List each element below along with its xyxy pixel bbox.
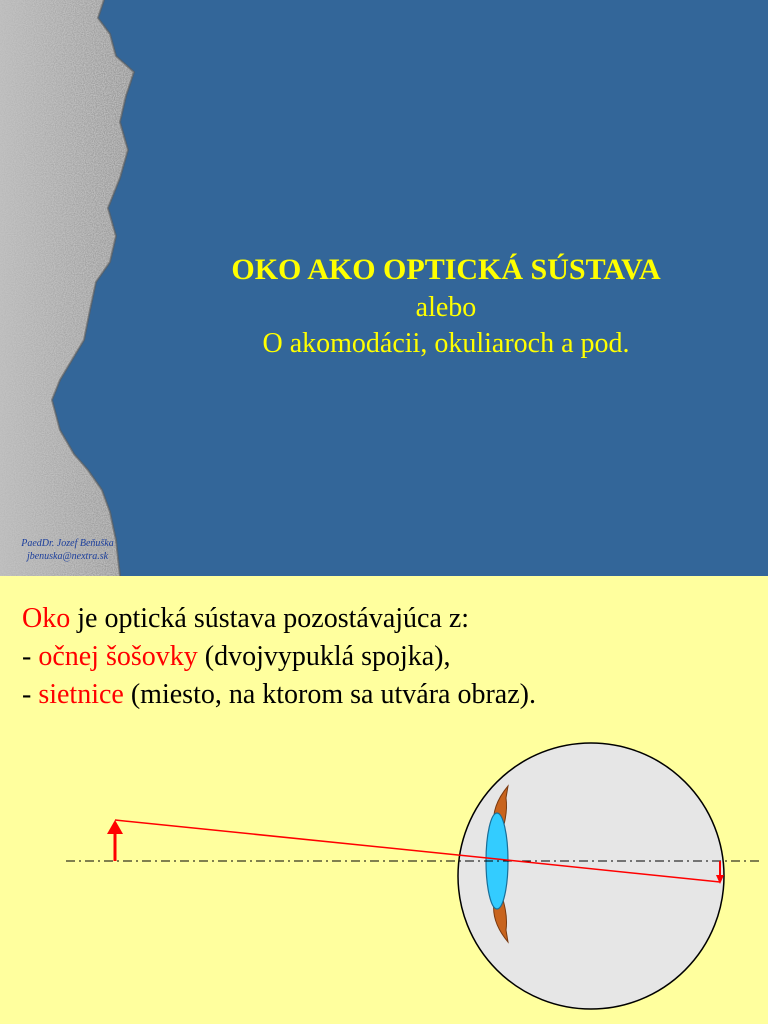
line-3-text: (miesto, na ktorom sa utvára obraz). (123, 679, 536, 710)
eye-ray-diagram (0, 576, 768, 1024)
slide-title: OKO AKO OPTICKÁ SÚSTAVA (231, 253, 661, 286)
author-name: PaedDr. Jozef Beňuška (21, 538, 114, 549)
bullet-dash: - (22, 679, 39, 710)
slide-subtitle-topic: O akomodácii, okuliaroch a pod. (262, 328, 630, 359)
line-1-text: je optická sústava pozostávajúca z: (70, 603, 470, 634)
slide-subtitle-alebo: alebo (415, 292, 477, 323)
author-email: jbenuska@nextra.sk (26, 551, 109, 562)
term-lens: očnej šošovky (38, 641, 198, 672)
object-arrow-head (107, 820, 123, 834)
eye-optics-slide (0, 576, 768, 1024)
title-block (140, 250, 752, 362)
author-credit (10, 537, 125, 563)
line-2-text: (dvojvypuklá spojka), (197, 641, 451, 672)
bullet-dash: - (22, 641, 39, 672)
stone-border-decoration (0, 0, 150, 576)
term-eye: Oko (22, 603, 71, 634)
term-retina: sietnice (38, 679, 124, 710)
